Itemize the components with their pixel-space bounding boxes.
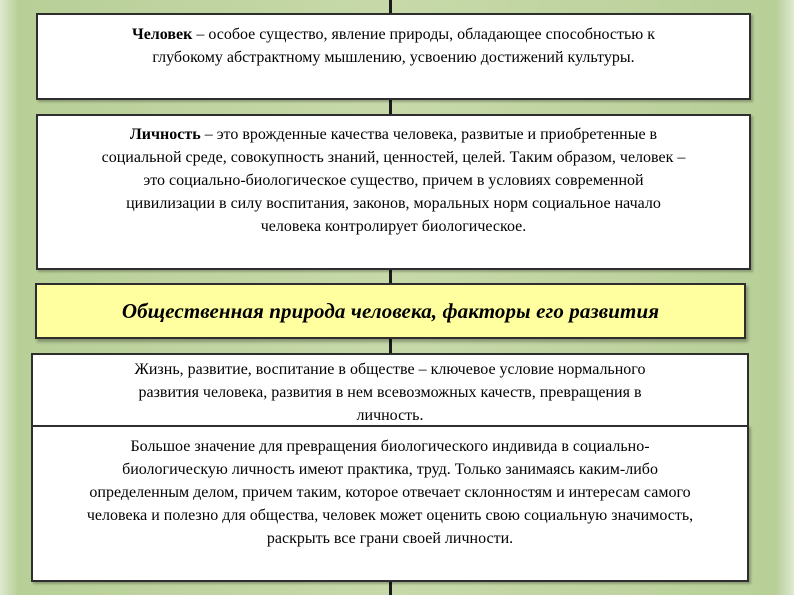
definition-person-box (36, 13, 751, 100)
definition-personality-body: – это врожденные качества человека, развитые и приобретенные в социальной среде, совокупность знаний, ценностей, целей. Таким образом, человек – это социально-биологическое существо, причем в условиях современной цивилизации в силу воспитания, законов, моральных норм социальное начало человека контролирует биологическое. (101, 126, 686, 235)
factor-society-text: Жизнь, развитие, воспитание в обществе – ключевое условие нормального развития человека, развития в нем всевозможных качеств, превращения в личность. (134, 361, 646, 424)
factor-practice-box (31, 425, 749, 582)
topic-title: Общественная природа человека, факторы его развития (121, 298, 660, 323)
topic-banner (35, 283, 746, 339)
definition-personality-box (36, 114, 751, 270)
factor-society-box (31, 353, 749, 427)
factor-practice-text: Большое значение для превращения биологического индивида в социально-биологическую личность имеют практика, труд. Только занимаясь каким-либо определенным делом, причем таким, которое отвечает склонностям и интересам самого человека и полезно для общества, человек может оценить свою социальную значимость, раскрыть все грани своей личности. (86, 438, 694, 547)
definition-personality-text (98, 123, 689, 238)
definition-person-term: Человек (131, 26, 193, 43)
definition-person-body: – особое существо, явление природы, обладающее способностью к глубокому абстрактному мышлению, усвоению достижений культуры. (152, 26, 656, 66)
definition-person-text (128, 23, 659, 69)
definition-personality-term: Личность (129, 126, 201, 143)
